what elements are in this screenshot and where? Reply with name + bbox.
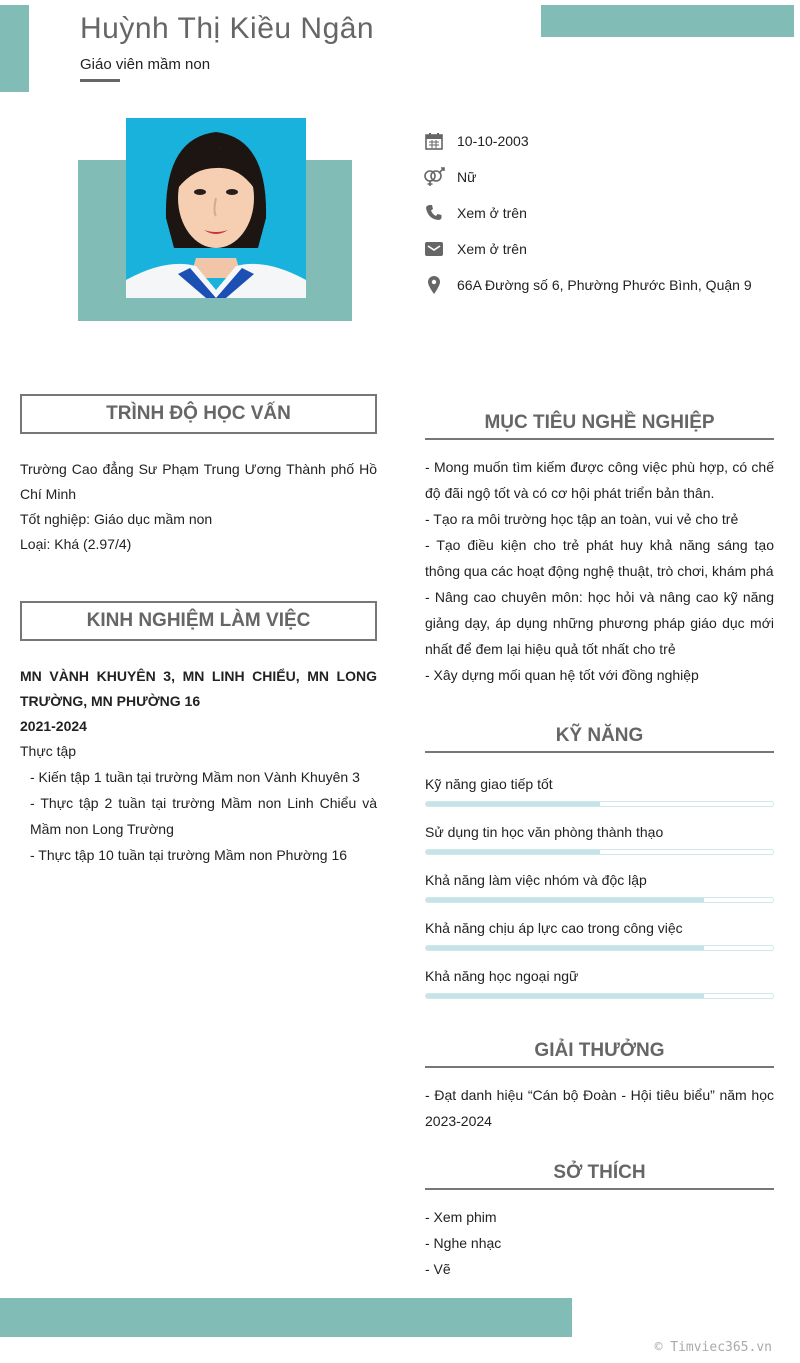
experience-section — [20, 664, 377, 868]
skill-bar-fill — [426, 802, 600, 806]
gender-row — [422, 165, 476, 189]
experience-list — [20, 764, 377, 868]
birthdate-value: 10-10-2003 — [457, 133, 529, 149]
address-value: 66A Đường số 6, Phường Phước Bình, Quận 9 — [457, 277, 752, 293]
hobbies-heading: SỞ THÍCH — [425, 1162, 774, 1190]
skill-label: Khả năng chịu áp lực cao trong công việc — [425, 920, 683, 936]
title-underline — [80, 79, 120, 82]
education-school: Trường Cao đẳng Sư Phạm Trung Ương Thành phố Hồ Chí Minh — [20, 461, 377, 502]
skill-bar — [425, 897, 774, 903]
skill-bar-fill — [426, 850, 600, 854]
objective-item: - Tạo điều kiện cho trẻ phát huy khả năng sáng tạo thông qua các hoạt động nghệ thuật, trò chơi, khám phá — [425, 537, 774, 579]
skill-label: Sử dụng tin học văn phòng thành thạo — [425, 824, 664, 840]
skill-item — [425, 824, 774, 872]
education-grade: Loại: Khá (2.97/4) — [20, 536, 132, 552]
skill-bar — [425, 945, 774, 951]
awards-text: - Đạt danh hiệu “Cán bộ Đoàn - Hội tiêu biểu” năm học 2023-2024 — [425, 1087, 774, 1129]
skill-item — [425, 872, 774, 920]
skill-label: Khả năng học ngoại ngữ — [425, 968, 579, 984]
experience-company: MN VÀNH KHUYÊN 3, MN LINH CHIỂU, MN LONG TRƯỜNG, MN PHƯỜNG 16 — [20, 668, 377, 709]
skill-bar-fill — [426, 994, 704, 998]
skills-list — [425, 776, 774, 1016]
objective-heading: MỤC TIÊU NGHỀ NGHIỆP — [425, 412, 774, 440]
email-icon — [422, 237, 446, 261]
education-section — [20, 457, 377, 557]
birthdate-row — [422, 129, 529, 153]
skill-item — [425, 776, 774, 824]
skill-bar — [425, 993, 774, 999]
skill-bar-fill — [426, 898, 704, 902]
education-major: Tốt nghiệp: Giáo dục mầm non — [20, 511, 213, 527]
skills-heading: KỸ NĂNG — [425, 725, 774, 753]
calendar-icon — [422, 129, 446, 153]
objective-item: - Tạo ra môi trường học tập an toàn, vui vẻ cho trẻ — [425, 511, 739, 527]
email-value: Xem ở trên — [457, 241, 527, 257]
objective-section — [425, 454, 774, 688]
experience-role: Thực tập — [20, 743, 77, 759]
email-row — [422, 237, 527, 261]
experience-period: 2021-2024 — [20, 718, 87, 734]
gender-icon — [422, 165, 446, 189]
skill-label: Kỹ năng giao tiếp tốt — [425, 776, 553, 792]
experience-item: - Thực tập 2 tuần tại trường Mầm non Linh Chiểu và Mầm non Long Trường — [30, 795, 377, 837]
gender-value: Nữ — [457, 169, 477, 185]
skill-label: Khả năng làm việc nhóm và độc lập — [425, 872, 647, 888]
skill-bar — [425, 849, 774, 855]
hobby-item: - Nghe nhạc — [425, 1235, 502, 1251]
hobbies-list — [425, 1204, 774, 1282]
footer-accent-bar — [0, 1298, 572, 1337]
experience-item: - Thực tập 10 tuần tại trường Mầm non Phường 16 — [30, 847, 348, 863]
profile-photo — [126, 118, 306, 298]
location-icon — [422, 273, 446, 297]
objective-item: - Nâng cao chuyên môn: học hỏi và nâng cao kỹ năng giảng dạy, áp dụng những phương pháp giáo dục mới nhất để đem lại hiệu quả tốt nhất cho trẻ — [425, 589, 774, 657]
objective-item: - Xây dựng mối quan hệ tốt với đồng nghiệp — [425, 667, 699, 683]
skill-item — [425, 968, 774, 1016]
accent-block-top-right — [541, 5, 794, 37]
copyright-text: © Timviec365.vn — [654, 1340, 772, 1355]
objective-item: - Mong muốn tìm kiếm được công việc phù hợp, có chế độ đãi ngộ tốt và có cơ hội phát triển bản thân. — [425, 459, 774, 501]
skill-bar — [425, 801, 774, 807]
phone-value: Xem ở trên — [457, 205, 527, 221]
hobby-item: - Vẽ — [425, 1261, 451, 1277]
phone-row — [422, 201, 527, 225]
job-title: Giáo viên mầm non — [80, 56, 211, 73]
experience-heading: KINH NGHIỆM LÀM VIỆC — [20, 601, 377, 641]
skill-bar-fill — [426, 946, 704, 950]
hobby-item: - Xem phim — [425, 1209, 497, 1225]
candidate-name: Huỳnh Thị Kiều Ngân — [80, 12, 375, 45]
accent-block-left — [0, 5, 29, 92]
phone-icon — [422, 201, 446, 225]
address-row — [422, 273, 752, 297]
experience-item: - Kiến tập 1 tuần tại trường Mầm non Vành Khuyên 3 — [30, 769, 360, 785]
education-heading: TRÌNH ĐỘ HỌC VẤN — [20, 394, 377, 434]
skill-item — [425, 920, 774, 968]
awards-heading: GIẢI THƯỞNG — [425, 1040, 774, 1068]
